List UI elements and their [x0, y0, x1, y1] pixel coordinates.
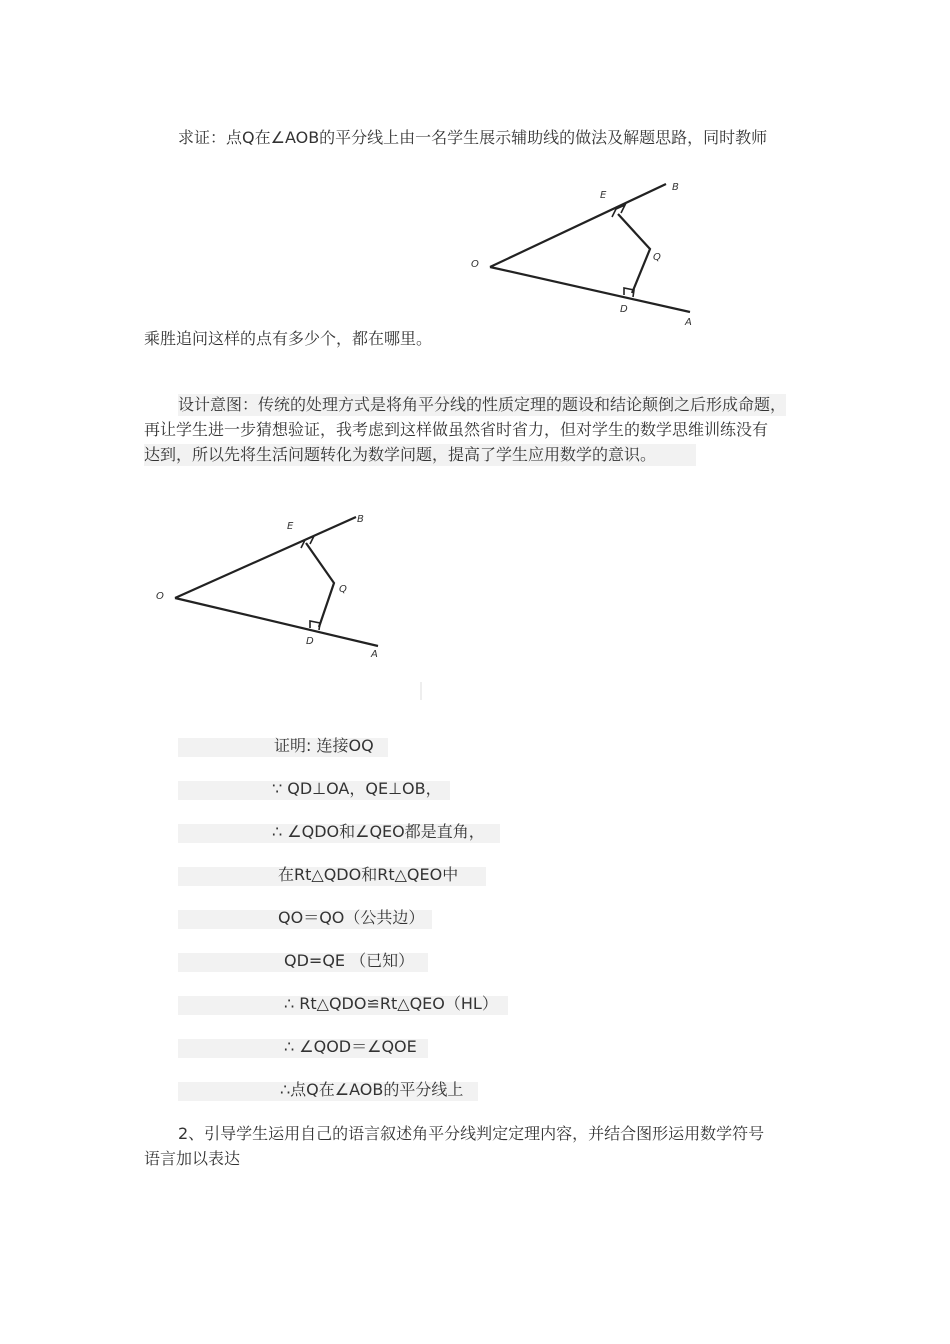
step2-line-1: 2、引导学生运用自己的语言叙述角平分线判定定理内容，并结合图形运用数学符号 — [178, 1124, 765, 1143]
perpendicular-segments-2 — [306, 543, 334, 627]
design-intent-line-3: 达到，所以先将生活问题转化为数学问题，提高了学生应用数学的意识。 — [144, 444, 696, 466]
design-intent-line-2: 再让学生进一步猜想验证，我考虑到这样做虽然省时省力，但对学生的数学思维训练没有 — [144, 420, 769, 439]
label-a: A — [685, 317, 692, 328]
angle-bisector-figure-2 — [151, 507, 391, 667]
figure-1-svg — [466, 176, 706, 332]
perpendicular-segments — [618, 214, 650, 293]
proof-line-6: QD=QE （已知） — [284, 951, 415, 970]
proof-line-3: ∴ ∠QDO和∠QEO都是直角， — [272, 822, 485, 841]
label-e: E — [600, 190, 607, 201]
proof-line-2: ∵ QD⊥OA，QE⊥OB， — [272, 779, 442, 798]
label-a-2: A — [371, 649, 378, 660]
label-b: B — [672, 182, 679, 193]
ray-ob — [490, 184, 666, 267]
proof-line-5: QO＝QO（公共边） — [278, 908, 425, 927]
label-d-2: D — [306, 636, 314, 647]
step2-line-2: 语言加以表达 — [144, 1149, 241, 1168]
separator-mark — [420, 682, 422, 700]
proof-line-8: ∴ ∠QOD＝∠QOE — [284, 1037, 417, 1056]
ray-oa — [490, 267, 690, 312]
label-o: O — [471, 259, 479, 270]
figure-2-svg — [151, 507, 391, 663]
label-q-2: Q — [339, 584, 347, 595]
proof-line-7: ∴ Rt△QDO≌Rt△QEO（HL） — [284, 994, 498, 1013]
ray-oa-2 — [175, 598, 378, 646]
proof-line-9: ∴点Q在∠AOB的平分线上 — [280, 1080, 464, 1099]
label-b-2: B — [357, 514, 364, 525]
label-e-2: E — [287, 521, 294, 532]
statement-line-2: 乘胜追问这样的点有多少个，都在哪里。 — [144, 329, 433, 348]
proof-line-1: 证明: 连接OQ — [274, 736, 374, 755]
label-o-2: O — [156, 591, 164, 602]
ray-ob-2 — [175, 517, 356, 598]
design-intent-line-1: 设计意图：传统的处理方式是将角平分线的性质定理的题设和结论颠倒之后形成命题， — [178, 395, 787, 414]
statement-line-1: 求证：点Q在∠AOB的平分线上由一名学生展示辅助线的做法及解题思路，同时教师 — [178, 128, 768, 147]
proof-line-4: 在Rt△QDO和Rt△QEO中 — [278, 865, 459, 884]
angle-bisector-figure-1 — [466, 176, 706, 336]
label-d: D — [620, 304, 628, 315]
label-q: Q — [653, 252, 661, 263]
